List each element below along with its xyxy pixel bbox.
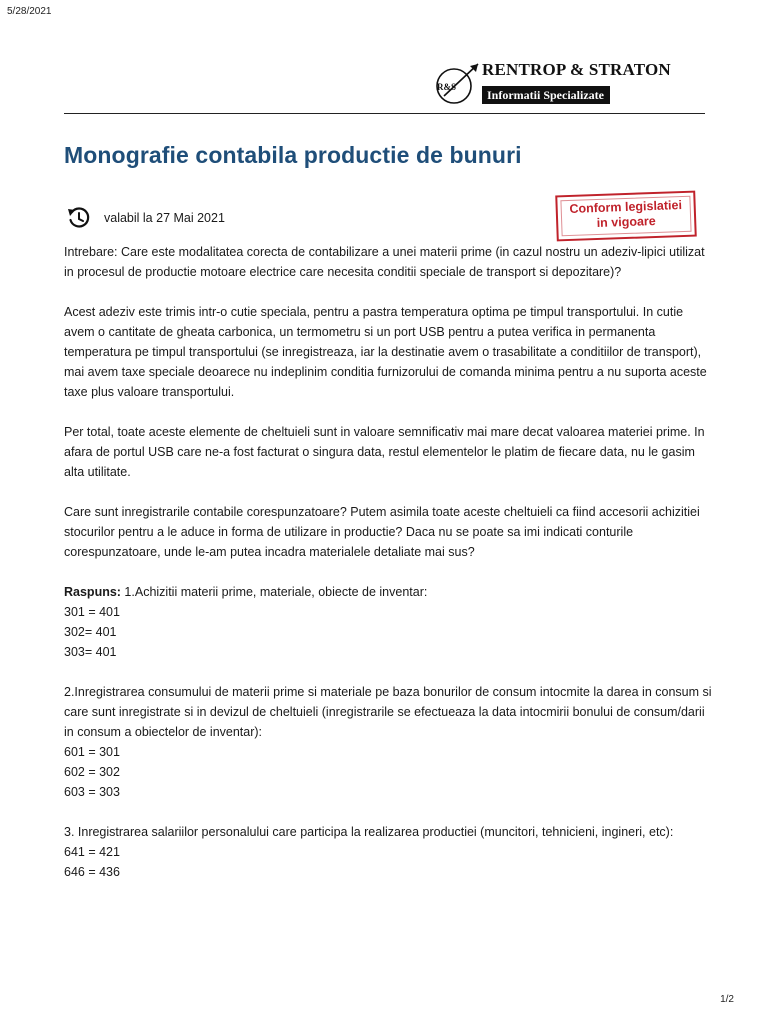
question-paragraph-1: Intrebare: Care este modalitatea corecta de contabilizare a unei materii prime (in cazul nostru un adeziv-lipici utilizat in procesul de productie motoare electrice care necesita conditii speciale de transport si depozitare)? [64, 245, 705, 279]
accounting-entry: 603 = 303 [64, 785, 120, 799]
page-title: Monografie contabila productie de bunuri [64, 142, 522, 168]
section-3-heading: 3. Inregistrarea salariilor personalului care participa la realizarea productiei (muncitori, tehnicieni, ingineri, etc): [64, 825, 674, 839]
accounting-entry: 302= 401 [64, 625, 117, 639]
answer-section-3 [64, 822, 714, 882]
accounting-entry: 601 = 301 [64, 745, 120, 759]
print-date: 5/28/2021 [7, 6, 52, 17]
logo-name: RENTROP & STRATON [482, 60, 671, 79]
question-paragraph-4: Care sunt inregistrarile contabile corespunzatoare? Putem asimila toate aceste cheltuieli ca fiind accesorii achizitiei stocurilor pentru a le aduce in forma de utilizare in productie? Daca nu se poate sa imi indicati conturile corespunzatoare, unde le-am putea incadra materialele detaliate mai sus? [64, 505, 700, 559]
stamp-line2: in vigoare [596, 213, 656, 231]
section-2-heading: 2.Inregistrarea consumului de materii prime si materiale pe baza bonurilor de consum intocmite la darea in consum si care sunt inregistrate si in devizul de cheltuieli (inregistrarile se efectueaza la data intocmirii bonului de consum/darii in consum a obiectelor de inventar): [64, 685, 712, 739]
accounting-entry: 646 = 436 [64, 865, 120, 879]
header-divider [64, 113, 705, 114]
legislation-stamp [555, 191, 697, 242]
validity-date: valabil la 27 Mai 2021 [104, 211, 225, 225]
article-body [64, 242, 714, 902]
answer-section-1 [64, 582, 714, 662]
page-number: 1/2 [720, 994, 734, 1005]
accounting-entry: 301 = 401 [64, 605, 120, 619]
stamp-line1: Conform legislatiei [569, 198, 683, 216]
accounting-entry: 602 = 302 [64, 765, 120, 779]
accounting-entry: 303= 401 [64, 645, 117, 659]
question-paragraph-3: Per total, toate aceste elemente de cheltuieli sunt in valoare semnificativ mai mare decat valoarea materiei prime. In afara de portul USB care ne-a fost facturat o singura data, restul elementelor le platim de fiecare data, nu le gasim alta utilitate. [64, 425, 705, 479]
rs-logo-icon [432, 58, 484, 108]
section-1-heading: 1.Achizitii materii prime, materiale, obiecte de inventar: [120, 585, 428, 599]
svg-text:R&S: R&S [437, 82, 457, 92]
question-paragraph-2: Acest adeziv este trimis intr-o cutie speciala, pentru a pastra temperatura optima pe timpul transportului. In cutie avem o cantitate de gheata carbonica, un termometru si un port USB pentru a putea verifica in permanenta temperatura pe timpul transportului (se inregistreaza, iar la destinatie avem o trasabilitate a conditiilor de transport), mai avem taxe speciale deoarece nu indeplinim conditia furnizorului de comanda minima pentru a nu suporta aceste taxe plus valoare transportului. [64, 305, 707, 399]
validity-row [66, 205, 366, 231]
answer-section-2 [64, 682, 714, 802]
logo-tagline: Informatii Specializate [482, 86, 610, 104]
clock-refresh-icon [66, 205, 92, 231]
company-logo [432, 58, 692, 108]
answer-label: Raspuns: [64, 585, 121, 599]
accounting-entry: 641 = 421 [64, 845, 120, 859]
